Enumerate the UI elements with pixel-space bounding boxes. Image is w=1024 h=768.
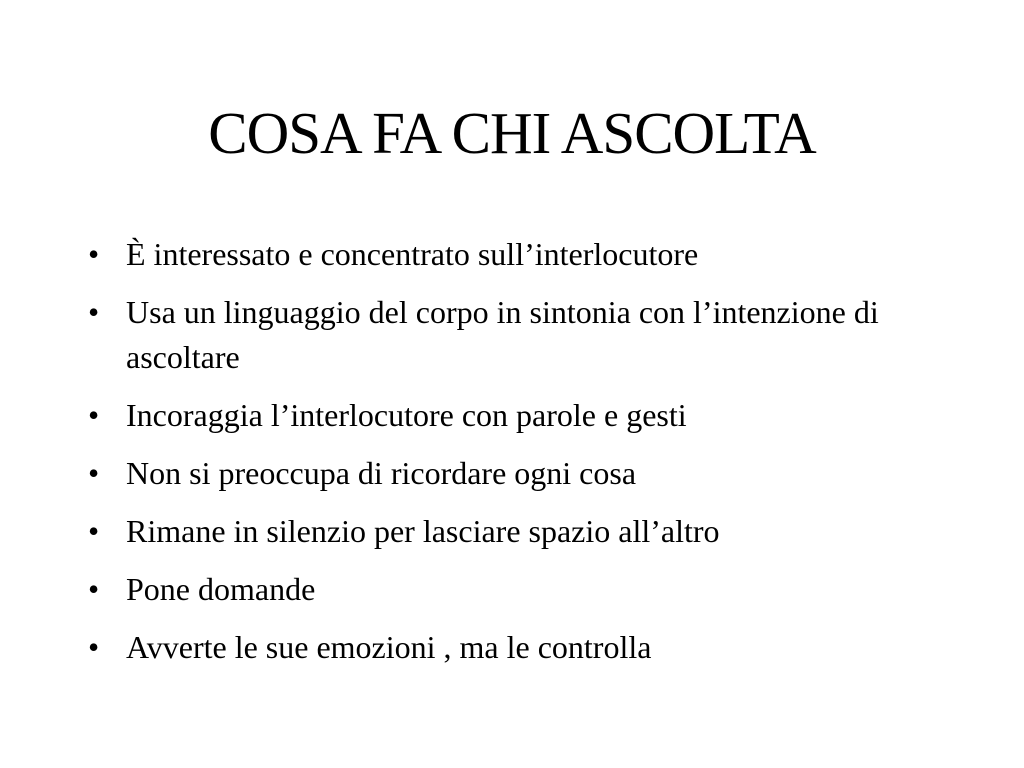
bullet-marker: •: [88, 397, 100, 433]
bullet-item: [88, 393, 888, 438]
bullet-marker: •: [88, 455, 100, 491]
bullet-marker: •: [88, 236, 100, 272]
bullet-item: [88, 625, 888, 670]
bullet-item: [88, 232, 888, 277]
bullet-marker: •: [88, 294, 100, 330]
bullet-item: [88, 451, 888, 496]
bullet-text: Incoraggia l’interlocutore con parole e gesti: [126, 397, 687, 433]
bullet-text: Pone domande: [126, 571, 316, 607]
bullet-text: Non si preoccupa di ricordare ogni cosa: [126, 455, 637, 491]
bullet-marker: •: [88, 513, 100, 549]
bullet-text: Avverte le sue emozioni , ma le controlla: [126, 629, 652, 665]
bullet-list: [88, 232, 888, 683]
bullet-item: [88, 567, 888, 612]
bullet-text: È interessato e concentrato sull’interlocutore: [126, 236, 699, 272]
bullet-marker: •: [88, 571, 100, 607]
bullet-marker: •: [88, 629, 100, 665]
bullet-item: [88, 509, 888, 554]
bullet-text: Rimane in silenzio per lasciare spazio all’altro: [126, 513, 720, 549]
bullet-text: Usa un linguaggio del corpo in sintonia con l’intenzione di ascoltare: [126, 294, 879, 375]
slide-title: COSA FA CHI ASCOLTA: [208, 100, 816, 166]
bullet-item: [88, 290, 888, 380]
